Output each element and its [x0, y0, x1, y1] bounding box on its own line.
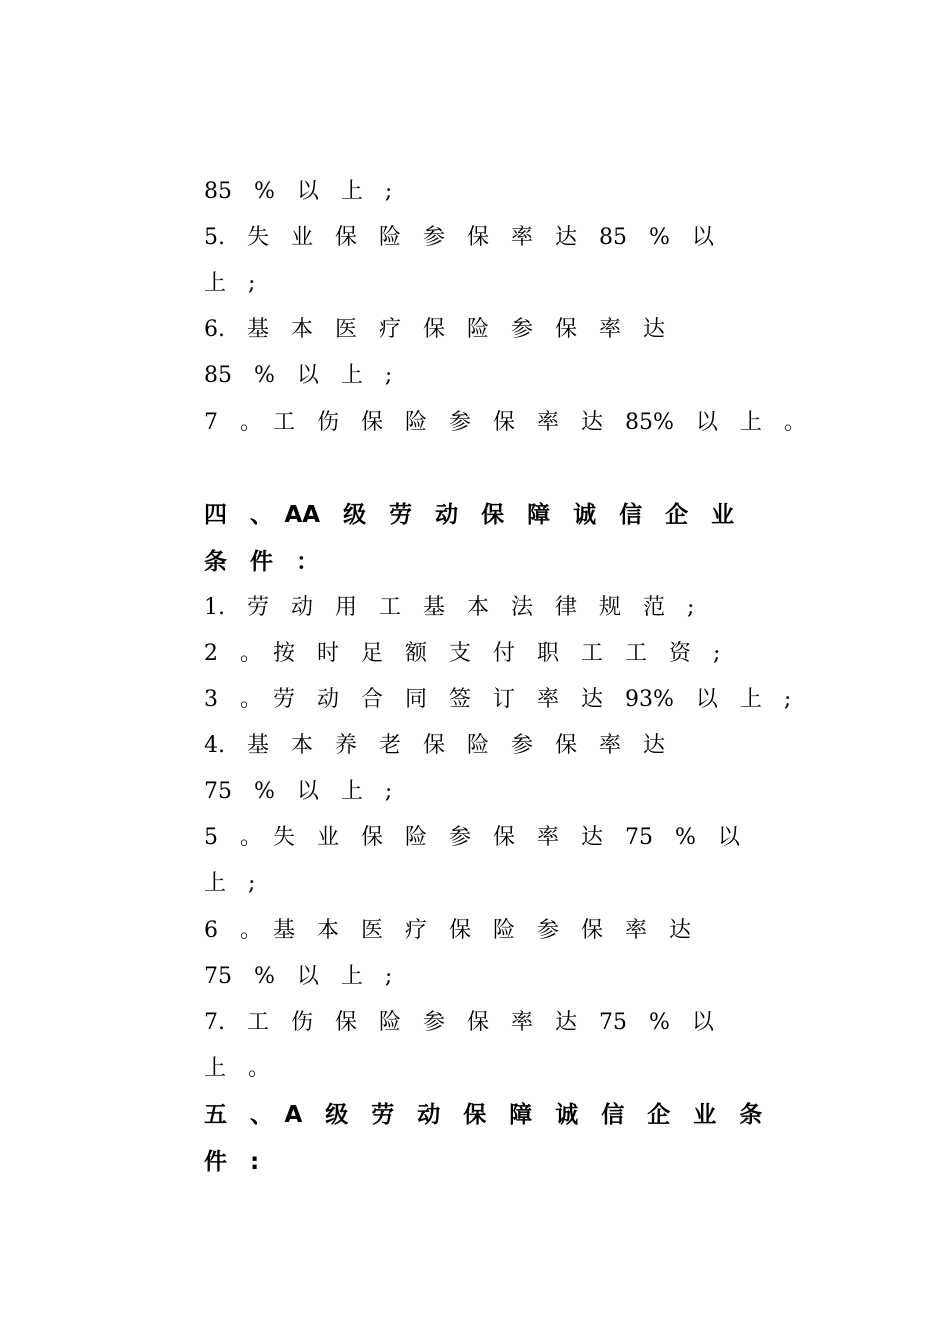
text-line: 上 ;	[204, 271, 256, 296]
text-line: 7 。 工 伤 保 险 参 保 率 达 85% 以 上 。	[204, 410, 806, 435]
text-line: 75 % 以 上 ;	[204, 964, 393, 989]
text-line: 4. 基 本 养 老 保 险 参 保 率 达	[204, 733, 665, 758]
text-line: 7. 工 伤 保 险 参 保 率 达 75 % 以	[204, 1010, 714, 1035]
text-line: 2 。 按 时 足 额 支 付 职 工 工 资 ;	[204, 641, 721, 666]
text-line: 85 % 以 上 ;	[204, 179, 393, 204]
text-line: 上 。	[204, 1056, 271, 1081]
text-line: 上 ;	[204, 871, 256, 896]
section-heading-aa: 四 、 AA 级 劳 动 保 障 诚 信 企 业	[204, 502, 735, 528]
text-line: 85 % 以 上 ;	[204, 363, 393, 388]
section-heading-a-cont: 件 :	[204, 1149, 260, 1175]
text-line: 5 。 失 业 保 险 参 保 率 达 75 % 以	[204, 825, 740, 850]
text-line: 6. 基 本 医 疗 保 险 参 保 率 达	[204, 317, 665, 342]
text-line: 6 。 基 本 医 疗 保 险 参 保 率 达	[204, 918, 691, 943]
section-heading-aa-cont: 条 件 ：	[204, 549, 319, 575]
text-line: 3 。 劳 动 合 同 签 订 率 达 93% 以 上 ;	[204, 687, 792, 712]
section-heading-a: 五 、 A 级 劳 动 保 障 诚 信 企 业 条	[204, 1102, 763, 1128]
text-line: 5. 失 业 保 险 参 保 率 达 85 % 以	[204, 225, 714, 250]
text-line: 75 % 以 上 ;	[204, 779, 393, 804]
text-line: 1. 劳 动 用 工 基 本 法 律 规 范 ;	[204, 595, 695, 620]
